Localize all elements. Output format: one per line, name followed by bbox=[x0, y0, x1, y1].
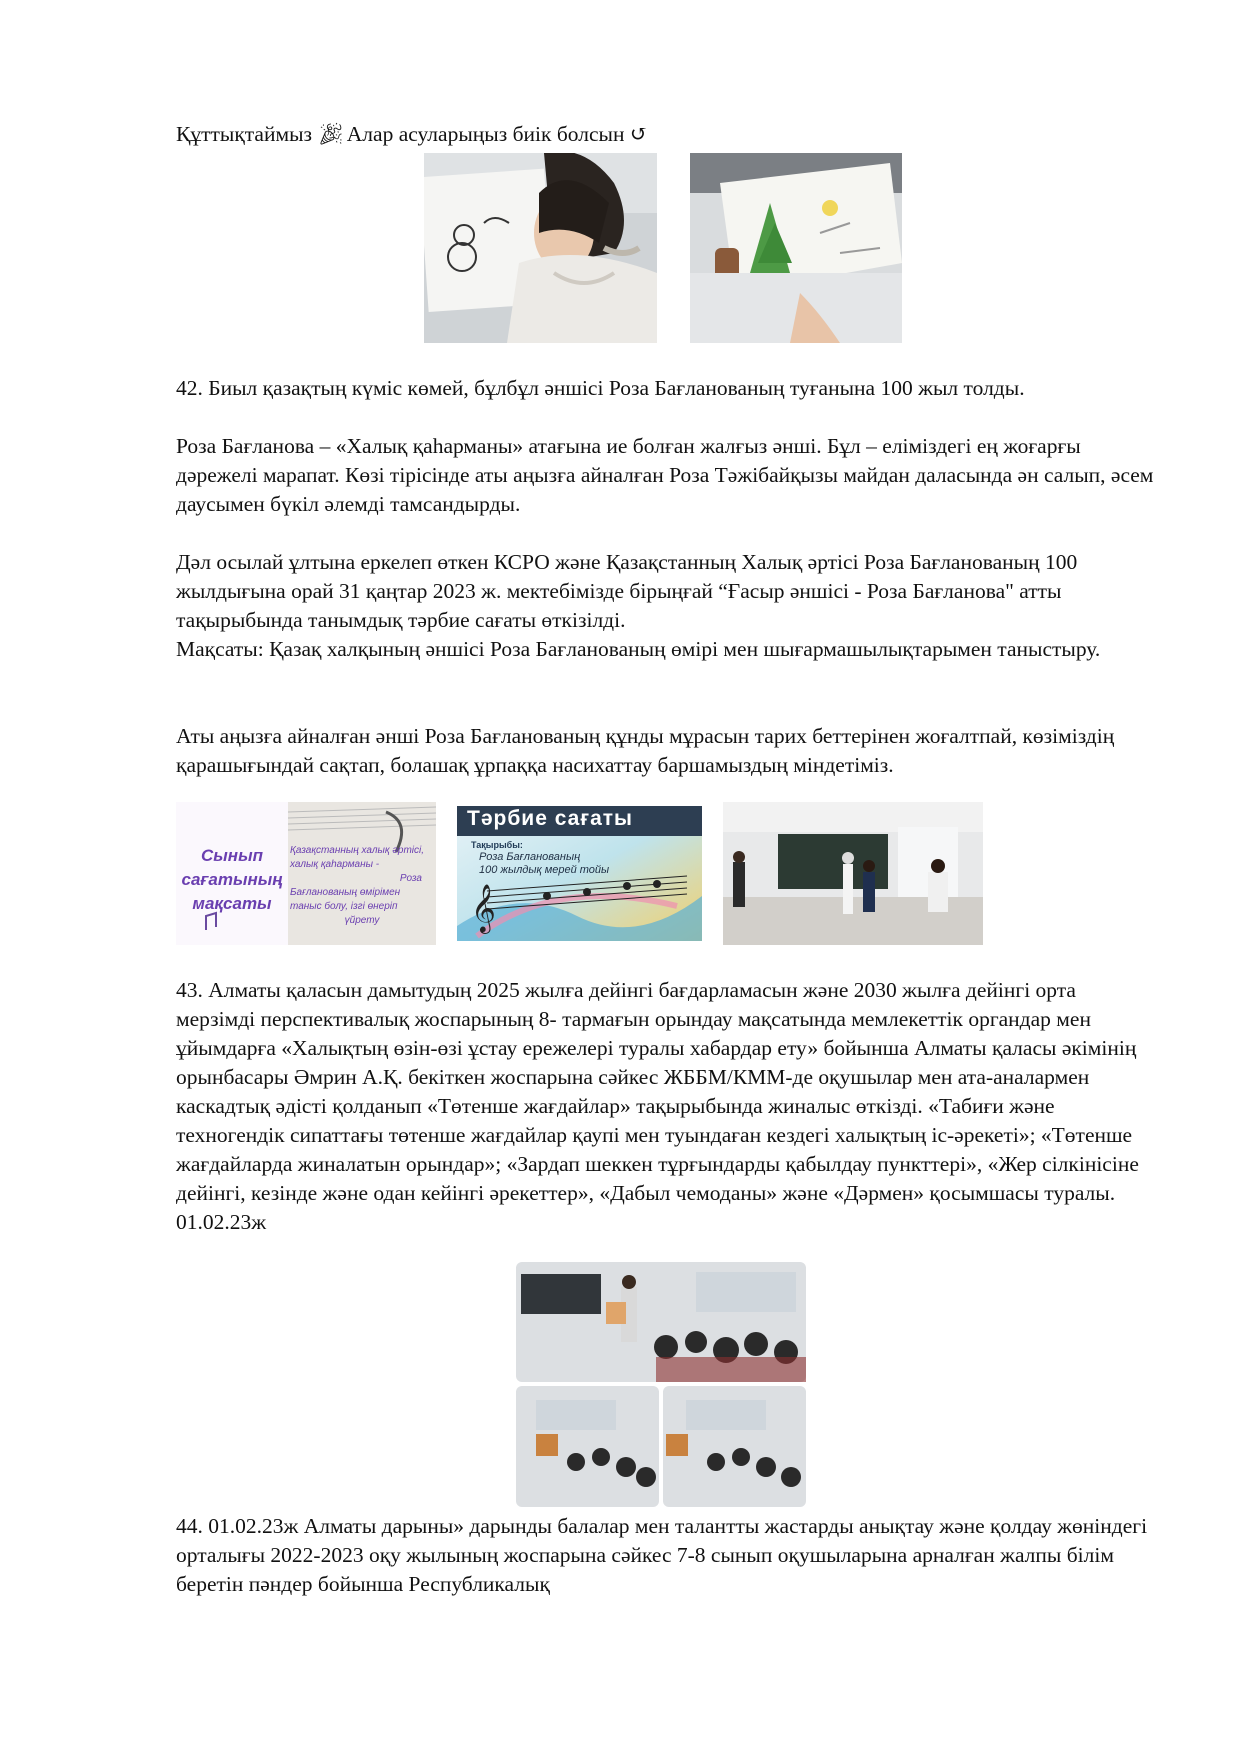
slide2-subject-label: Тақырыбы: bbox=[471, 840, 523, 850]
slide1-right-line-5: таныс болу, ізгі өнеріп bbox=[290, 901, 398, 912]
item-42-paragraph-3: Аты аңызға айналған әнші Роза Бағланованың құнды мұрасын тарих беттерінен жоғалтпай, көзіміздің қарашығындай сақтап, болашақ ұрпаққа насихаттау баршамыздың міндетіміз. bbox=[176, 724, 1115, 777]
slide1-left-line-3: мақсаты bbox=[192, 894, 272, 913]
item-43-paragraph: 43. Алматы қаласын дамытудың 2025 жылға дейінгі бағдарламасын және 2030 жылға дейінгі орта мерзімді перспективалық жоспарының 8- тармағын орындау мақсатында мемлекеттік органдар мен ұйымдарға «Халықтың өзін-өзі ұстау ережелері туралы хабардар ету» бойынша Алматы қаласы әкімінің орынбасары Әмрин А.Қ. бекіткен жоспарына сәйкес ЖББМ/КММ-де оқушылар мен ата-аналармен каскадтық әдісті қолданып «Төтенше жағдайлар» тақырыбында жиналыс өткізді. «Табиғи және техногендік сипаттағы төтенше жағдайлар қаупі мен туындаған кездегі халықтың іс-әрекеті»; «Төтенше жағдайларда жиналатын орындар»; «Зардап шеккен тұрғындарды қабылдау пункттері», «Жер сілкінісіне дейінгі, кезінде және одан кейінгі әрекеттер», «Дабыл чемоданы» және «Дәрмен» қосымшасы туралы. 01.02.23ж bbox=[176, 978, 1139, 1234]
intro-line bbox=[176, 120, 1156, 149]
swirl-icon: ↺ bbox=[629, 122, 648, 146]
photo-drawing-tree bbox=[690, 153, 902, 343]
item-42-paragraph-1: Роза Бағланова – «Халық қаһарманы» атағына ие болған жалғыз әнші. Бұл – еліміздегі ең жоғарғы дәрежелі марапат. Көзі тірісінде аты аңызға айналған Роза Тәжібайқызы майдан даласында ән салып, әсем даусымен бүкіл әлемді тамсандырды. bbox=[176, 434, 1154, 516]
treble-clef-icon: 𝄞 bbox=[471, 884, 496, 931]
slide1-right-line-1: Қазақстанның халық әртісі, bbox=[290, 845, 424, 856]
intro-text-2: Алар асуларыңыз биік болсын bbox=[346, 122, 625, 146]
slide1-right-line-4: Бағланованың өмірімен bbox=[290, 887, 401, 898]
item-42-heading: 42. Биыл қазақтың күміс көмей, бұлбұл әншісі Роза Бағланованың туғанына 100 жыл толды. bbox=[176, 376, 1025, 400]
slide2-subject-line-1: Роза Бағланованың bbox=[479, 851, 581, 863]
slide1-left-line-2: сағатының bbox=[181, 870, 283, 889]
slide2-title: Тәрбие сағаты bbox=[467, 807, 633, 830]
item-42-purpose: Мақсаты: Қазақ халқының әншісі Роза Бағланованың өмірі мен шығармашылықтарымен таныстыру. bbox=[176, 637, 1101, 661]
slide2-subject-line-2: 100 жылдық мерей тойы bbox=[479, 864, 610, 876]
photo-collage-meeting bbox=[516, 1262, 806, 1507]
intro-text: Құттықтаймыз bbox=[176, 122, 313, 146]
slide1-right-line-6: үйрету bbox=[344, 915, 380, 926]
party-icon: 🎉︎ bbox=[317, 122, 345, 146]
slide-education-hour bbox=[457, 806, 702, 941]
photo-girl-drawing bbox=[424, 153, 657, 343]
item-42-paragraph-2: Дәл осылай ұлтына еркелеп өткен КСРО және Қазақстанның Халық әртісі Роза Бағланованың 100 жылдығына орай 31 қаңтар 2023 ж. мектебімізде бірыңғай “Ғасыр әншісі - Роза Бағланова" атты тақырыбында танымдық тәрбие сағаты өткізілді. bbox=[176, 550, 1078, 632]
slide1-right-line-3: Роза bbox=[399, 873, 422, 884]
slide1-left-line-1: Сынып bbox=[201, 846, 263, 865]
slide-class-hour-goal bbox=[176, 802, 436, 945]
slide1-right-line-2: халық қаһарманы - bbox=[290, 859, 380, 870]
item-44-paragraph: 44. 01.02.23ж Алматы дарыны» дарынды балалар мен талантты жастарды анықтау және қолдау жөніндегі орталығы 2022-2023 оқу жылының жоспарына сәйкес 7-8 сынып оқушыларына арналған жалпы білім беретін пәндер бойынша Республикалық bbox=[176, 1514, 1148, 1596]
photo-classroom bbox=[723, 802, 983, 945]
